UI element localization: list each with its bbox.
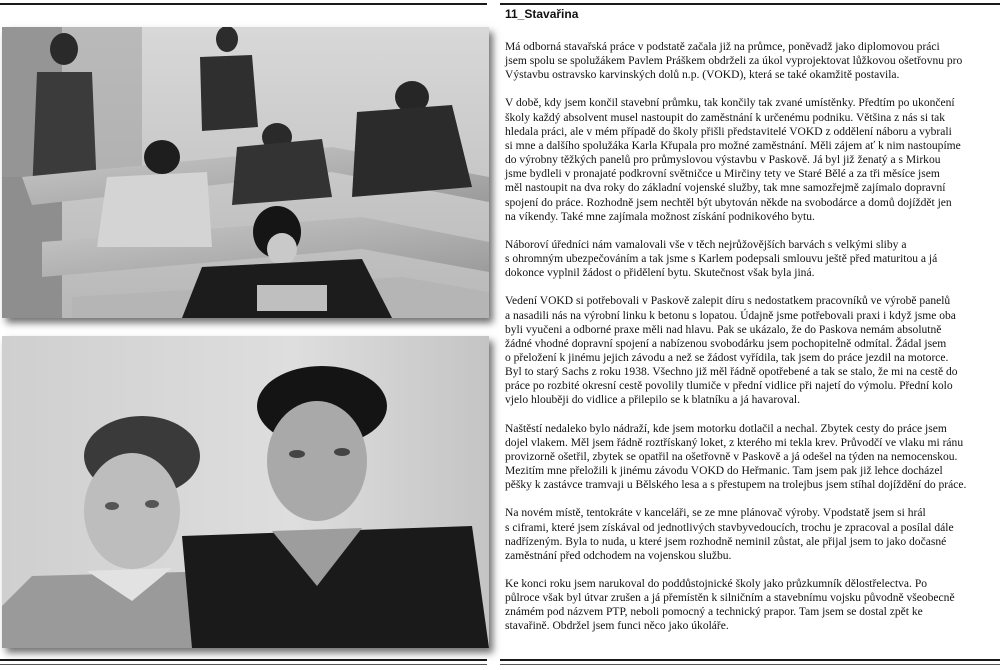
text-line: Náboroví úředníci nám vamalovali vše v těch nejrůžovějších barvách s velkými sliby a bbox=[505, 238, 907, 251]
text-line: pěšky k zastávce tramvaji u Bělského lesa a s přestupem na trolejbus jsem stíhal dojíždění do práce. bbox=[505, 479, 967, 492]
paragraph bbox=[505, 40, 995, 82]
article-body bbox=[505, 40, 995, 634]
text-line: V době, kdy jsem končil stavební průmku, tak končily tak zvané umístěnky. Předtím po ukončení bbox=[505, 97, 955, 110]
text-line: jsem spolu se spolužákem Pavlem Práškem obdrželi za úkol vyprojektovat lůžkovou ošetřovnu pro bbox=[505, 55, 963, 68]
bottom-rule-left-thin bbox=[0, 664, 487, 665]
text-line: o přeložení k jinému jejich závodu a než se žádost vyřídila, tak jsem do práce jezdil na motorce. bbox=[505, 351, 949, 364]
two-young-men-photo bbox=[2, 336, 489, 648]
text-line: byli vyučeni a odborné praxe měli nad hlavu. Pak se ukázalo, že do Paskova nemám absolutně bbox=[505, 323, 942, 336]
text-line: si mne a dalšího spolužáka Karla Křupala pro možné zaměstnání. Měli zájem ať k nim nastoupíme bbox=[505, 139, 961, 152]
text-line: Ke konci roku jsem narukoval do poddůstojnické školy jako průzkumník dělostřelectva. Po bbox=[505, 578, 928, 590]
top-rule-right bbox=[500, 3, 1000, 5]
text-line: spojení do práce. Rozhodně jsem nechtěl být ubytován někde na svobodárce a domů dojíždět jen bbox=[505, 196, 952, 209]
text-line: žádné vhodné dopravní spojení a nabízenou svobodárku jsem pochopitelně odmítal. Žádal jsem bbox=[505, 337, 947, 350]
text-line: a nasadili nás na výrobní linku k betonu s lopatou. Údajně jsme potřebovali praxi i když jsme oba bbox=[505, 309, 956, 322]
text-line: Mezitím mne přeložili k jinému závodu VOKD do Heřmanic. Tam jsem pak již lehce docházel bbox=[505, 465, 943, 478]
paragraph bbox=[505, 422, 995, 493]
bottom-rule-right bbox=[500, 659, 1000, 661]
text-line: Naštěstí nedaleko bylo nádraží, kde jsem motorku dotlačil a nechal. Zbytek cesty do práce jsem bbox=[505, 422, 947, 435]
text-line: dokonce vyplnil žádost o přidělení bytu. Skutečnost však byla jiná. bbox=[505, 267, 815, 280]
text-line: s ohromným ubezpečováním a tak jsme s Karlem podepsali smlouvu ještě před maturitou a já bbox=[505, 253, 938, 266]
classroom-photo bbox=[2, 27, 489, 318]
text-line: hledala práci, ale v mém případě do školy přišli představitelé VOKD z oddělení náboru a vybrali bbox=[505, 125, 952, 138]
text-line: Má odborná stavařská práce v podstatě začala již na průmce, poněvadž jako diplomovou práci bbox=[505, 41, 940, 53]
text-line: známém pod názvem PTP, neboli pomocný a technický prapor. Tam jsem se dostal zpět ke bbox=[505, 606, 923, 619]
bottom-rule-left bbox=[0, 659, 487, 661]
text-line: dojel vlakem. Měl jsem řádně roztřískaný loket, z kterého mi tekla krev. Průvodčí ve vlaku mi ránu bbox=[505, 436, 964, 449]
text-line: do výrobny těžkých panelů pro průmyslovou výstavbu v Paskově. Já byl již ženatý a s Mirkou bbox=[505, 154, 941, 167]
text-line: nadřízeným. Byla to nuda, u které jsem rozhodně neminil zůstat, ale přijal jsem to jako dočasné bbox=[505, 535, 947, 548]
text-line: jsme bydleli v pronajaté podkrovní světničce u Mirčiny tety ve Staré Bělé a za tři měsíce jsem bbox=[505, 168, 940, 181]
text-line: práce po rozbité okresní cestě povolily tlumiče v přední vidlice při najetí do výmolu. Přední kolo bbox=[505, 380, 953, 393]
text-line: s ciframi, které jsem získával od jednotlivých stavbyvedoucích, trochu je zpracoval a posílal dále bbox=[505, 521, 954, 534]
paragraph bbox=[505, 96, 995, 223]
text-line: měl nastoupit na dva roky do základní vojenské služby, tak mne samozřejmě zajímalo dopravní bbox=[505, 182, 946, 195]
text-line: půlroce však byl útvar zrušen a já přemístěn k silničním a stavebnímu vojsku původně všeobecně bbox=[505, 592, 955, 605]
top-rule-left bbox=[0, 3, 487, 5]
text-line: Na novém místě, tentokráte v kanceláři, se ze mne plánovač výroby. Vpodstatě jsem si hrál bbox=[505, 507, 926, 520]
page-title: 11_Stavařina bbox=[505, 7, 579, 21]
text-line: stavařině. Obdržel jsem funci něco jako úkoláře. bbox=[505, 620, 729, 633]
article-text bbox=[505, 6, 995, 648]
paragraph bbox=[505, 577, 995, 634]
text-line: na víkendy. Také mne zajímala možnost získání podnikového bytu. bbox=[505, 210, 815, 223]
paragraph bbox=[505, 506, 995, 563]
text-line: provizorně ošetřil, zbytek se opatřil na ošetřovně v Paskově a já odešel na týden na nemocenskou. bbox=[505, 450, 958, 463]
text-line: Vedení VOKD si potřebovali v Paskově zalepit díru s nedostatkem pracovníků ve výrobě panelů bbox=[505, 295, 951, 308]
text-line: školy každý absolvent musel nastoupit do zaměstnání k určenému podniku. Většina z nás si tak bbox=[505, 111, 946, 124]
text-line: Byl to starý Sachs z roku 1938. Všechno již měl řádně opotřebené a tak se stalo, že mi na cestě do bbox=[505, 366, 958, 379]
paragraph bbox=[505, 294, 995, 407]
text-line: Výstavbu ostravsko karvinských dolů n.p. (VOKD), která se také okamžitě postavila. bbox=[505, 69, 900, 82]
bottom-rule-right-thin bbox=[500, 664, 1000, 665]
text-line: vjelo hlouběji do vidlice a přilepilo se k blatníku a já havaroval. bbox=[505, 394, 801, 407]
paragraph bbox=[505, 238, 995, 280]
text-line: zaměstnání před odchodem na vojenskou službu. bbox=[505, 549, 732, 562]
